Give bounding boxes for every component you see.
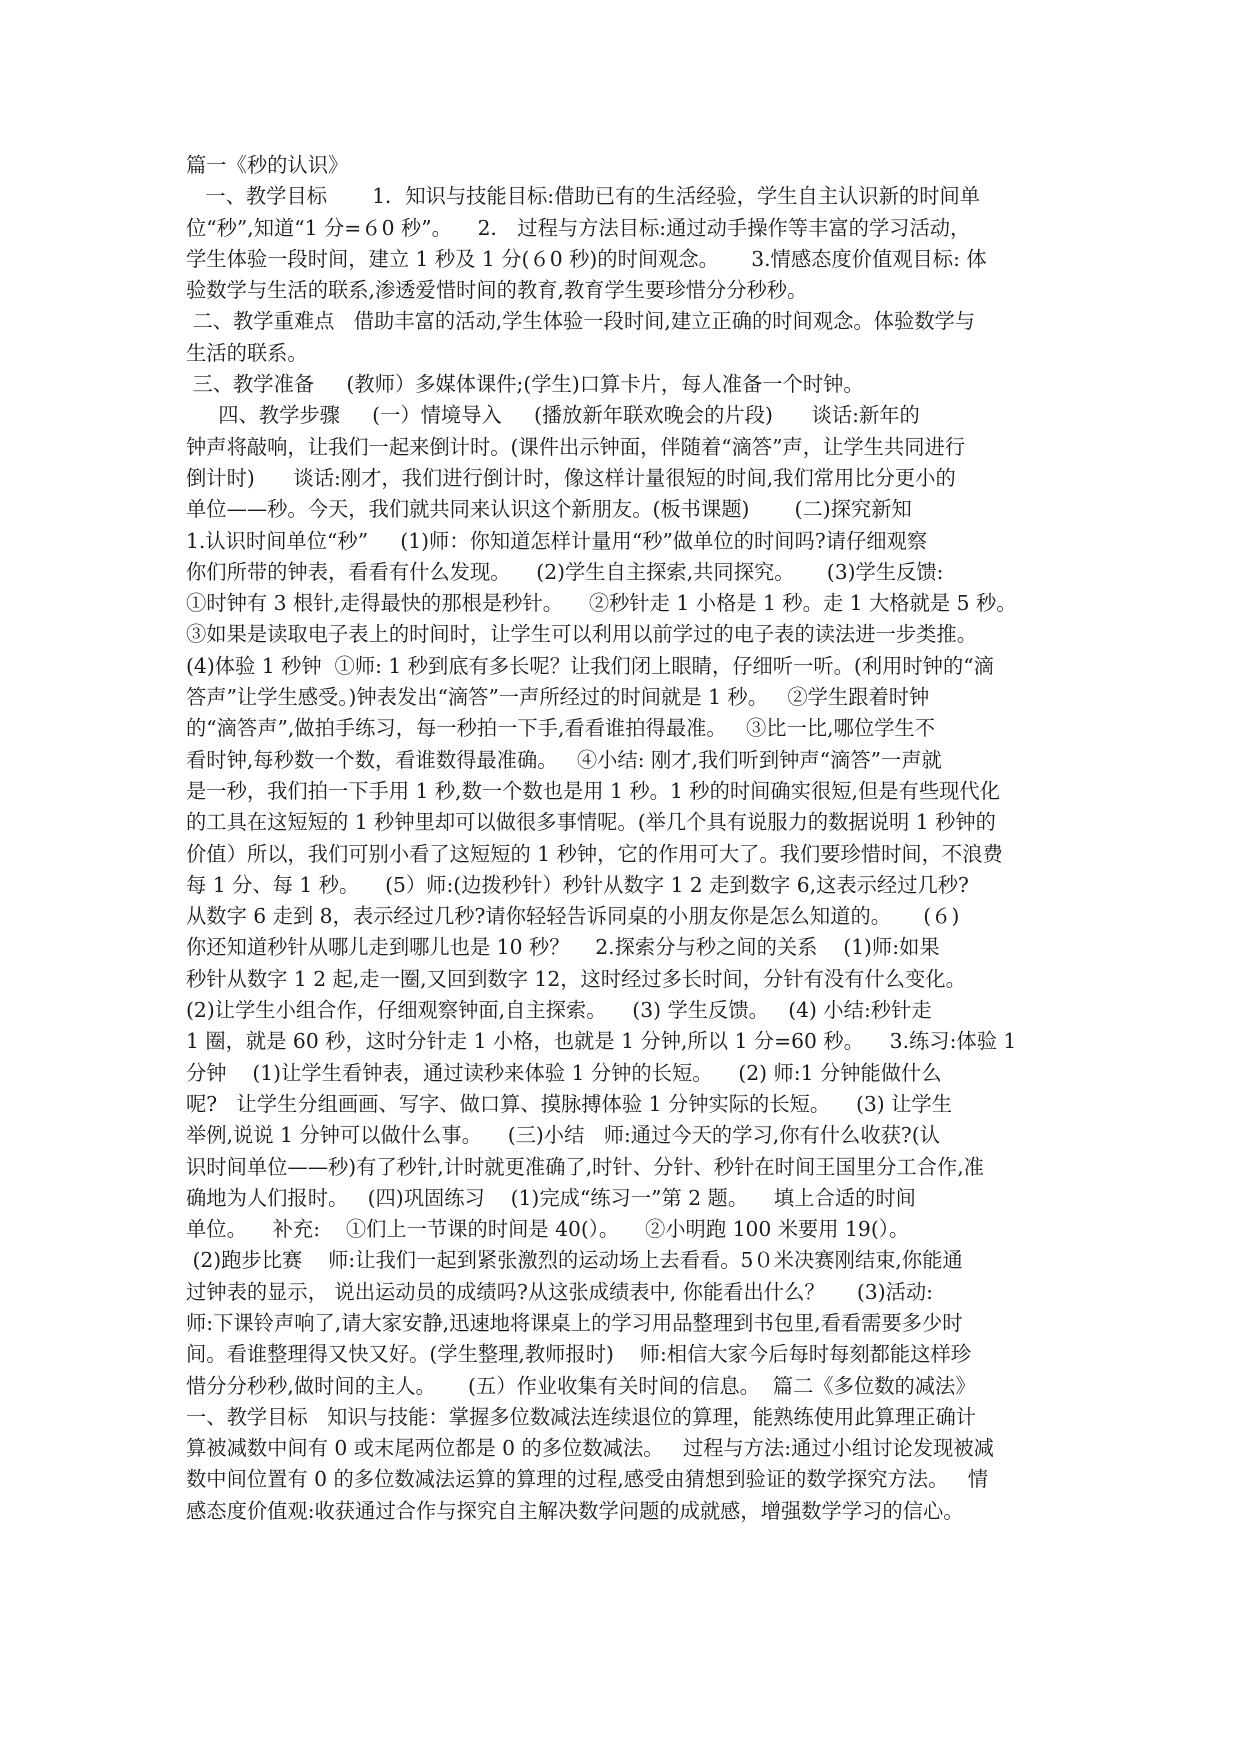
document-line: 位“秒”,知道“1 分=６0 秒”。 2． 过程与方法目标:通过动手操作等丰富的学习活动， (186, 215, 971, 240)
document-line: 二、教学重难点 借助丰富的活动,学生体验一段时间,建立正确的时间观念。体验数学与 (186, 309, 976, 334)
document-line: 倒计时) 谈话:刚才，我们进行倒计时，像这样计量很短的时间,我们常用比分更小的 (186, 465, 956, 490)
document-line: 每 1 分、每 1 秒。 (5）师:(边拨秒针）秒针从数字 1 2 走到数字 6,这表示经过几秒? (186, 872, 969, 897)
document-line: 呢? 让学生分组画画、写字、做口算、摸脉搏体验 1 分钟实际的长短。 (3) 让学生 (186, 1091, 952, 1116)
document-line: 师:下课铃声响了,请大家安静,迅速地将课桌上的学习用品整理到书包里,看看需要多少时 (186, 1310, 963, 1335)
document-line: 的工具在这短短的 1 秒钟里却可以做很多事情呢。(举几个具有说服力的数据说明 1 秒钟的 (186, 810, 996, 835)
document-line: 算被减数中间有 0 或末尾两位都是 0 的多位数减法。 过程与方法:通过小组讨论发现被减 (186, 1436, 994, 1461)
document-line: 验数学与生活的联系,渗透爱惜时间的教育,教育学生要珍惜分分秒秒。 (186, 278, 808, 303)
document-line: 生活的联系。 (186, 340, 308, 365)
document-line: ③如果是读取电子表上的时间时，让学生可以利用以前学过的电子表的读法进一步类推。 (186, 622, 977, 647)
document-line: 确地为人们报时。 (四)巩固练习 (1)完成“练习一”第 2 题。 填上合适的时间 (186, 1185, 916, 1210)
document-line: 钟声将敲响，让我们一起来倒计时。(课件出示钟面，伴随着“滴答”声，让学生共同进行 (186, 434, 966, 459)
document-line: 数中间位置有 0 的多位数减法运算的算理的过程,感受由猜想到验证的数学探究方法。 情 (186, 1467, 988, 1492)
document-line: (2)让学生小组合作，仔细观察钟面,自主探索。 (3) 学生反馈。 (4) 小结:秒针走 (186, 998, 932, 1023)
document-line: 一、教学目标 1．知识与技能目标:借助已有的生活经验，学生自主认识新的时间单 (186, 184, 981, 209)
document-line: (4)体验 1 秒钟 ①师: 1 秒到底有多长呢？让我们闭上眼睛，仔细听一听。(利用时钟的“滴 (186, 653, 994, 678)
document-line: 1.认识时间单位“秒” (1)师：你知道怎样计量用“秒”做单位的时间吗?请仔细观察 (186, 528, 928, 553)
document-line: 价值）所以，我们可别小看了这短短的 1 秒钟，它的作用可大了。我们要珍惜时间，不浪费 (186, 841, 1003, 866)
document-line: 过钟表的显示， 说出运动员的成绩吗?从这张成绩表中, 你能看出什么？ (3)活动: (186, 1279, 934, 1304)
document-line: 单位。 补充: ①们上一节课的时间是 40(）。 ②小明跑 100 米要用 19(）。 (186, 1217, 910, 1242)
document-line: 从数字 6 走到 8，表示经过几秒?请你轻轻告诉同桌的小朋友你是怎么知道的。 (６) (186, 904, 960, 929)
document-line: 惜分分秒秒,做时间的主人。 (五）作业收集有关时间的信息。 篇二《多位数的减法》 (186, 1373, 976, 1398)
document-line: 四、教学步骤 (一）情境导入 (播放新年联欢晚会的片段) 谈话:新年的 (186, 403, 920, 428)
document-line: 分钟 (1)让学生看钟表，通过读秒来体验 1 分钟的长短。 (2) 师:1 分钟能做什么 (186, 1060, 942, 1085)
document-line: 秒针从数字 1 2 起,走一圈,又回到数字 12，这时经过多长时间，分针有没有什么变化。 (186, 966, 966, 991)
document-line: 答声”让学生感受。)钟表发出“滴答”一声所经过的时间就是 1 秒。 ②学生跟着时钟 (186, 685, 930, 710)
document-line: 你们所带的钟表，看看有什么发现。 (2)学生自主探索,共同探究。 (3)学生反馈: (186, 559, 944, 584)
document-line: 1 圈，就是 60 秒，这时分针走 1 小格，也就是 1 分钟,所以 1 分=60 秒。 3.练习:体验 1 (186, 1029, 1017, 1054)
document-line: (2)跑步比赛 师:让我们一起到紧张激烈的运动场上去看看。5０米决赛刚结束,你能通 (186, 1248, 963, 1273)
document-line: 间。看谁整理得又快又好。(学生整理,教师报时) 师:相信大家今后每时每刻都能这样珍 (186, 1342, 972, 1367)
document-line: 感态度价值观:收获通过合作与探究自主解决数学问题的成就感，增强数学学习的信心。 (186, 1498, 964, 1523)
document-line: 篇一《秒的认识》 (186, 153, 349, 177)
document-line: 三、教学准备 (教师）多媒体课件;(学生)口算卡片，每人准备一个时钟。 (186, 372, 864, 397)
document-line: 举例,说说 1 分钟可以做什么事。 (三)小结 师:通过今天的学习,你有什么收获?(认 (186, 1123, 940, 1148)
document-line: ①时钟有 3 根针,走得最快的那根是秒针。 ②秒针走 1 小格是 1 秒。走 1 大格就是 5 秒。 (186, 591, 1017, 616)
document-line: 的“滴答声”,做拍手练习，每一秒拍一下手,看看谁拍得最准。 ③比一比,哪位学生不 (186, 716, 935, 741)
document-line: 识时间单位——秒)有了秒针,计时就更准确了,时针、分针、秒针在时间王国里分工合作,准 (186, 1154, 984, 1179)
document-line: 是一秒，我们拍一下手用 1 秒,数一个数也是用 1 秒。1 秒的时间确实很短,但是有些现代化 (186, 778, 1000, 803)
document-line: 单位——秒。今天，我们就共同来认识这个新朋友。(板书课题) (二)探究新知 (186, 497, 912, 522)
document-line: 学生体验一段时间，建立 1 秒及 1 分(６0 秒)的时间观念。 3.情感态度价值观目标: 体 (186, 246, 987, 271)
document-body (186, 150, 1066, 1527)
document-line: 一、教学目标 知识与技能：掌握多位数减法连续退位的算理，能熟练使用此算理正确计 (186, 1404, 977, 1429)
document-line: 你还知道秒针从哪儿走到哪儿也是 10 秒？ 2.探索分与秒之间的关系 (1)师:如果 (186, 935, 940, 960)
document-line: 看时钟,每秒数一个数，看谁数得最准确。 ④小结: 刚才,我们听到钟声“滴答”一声就 (186, 747, 942, 772)
